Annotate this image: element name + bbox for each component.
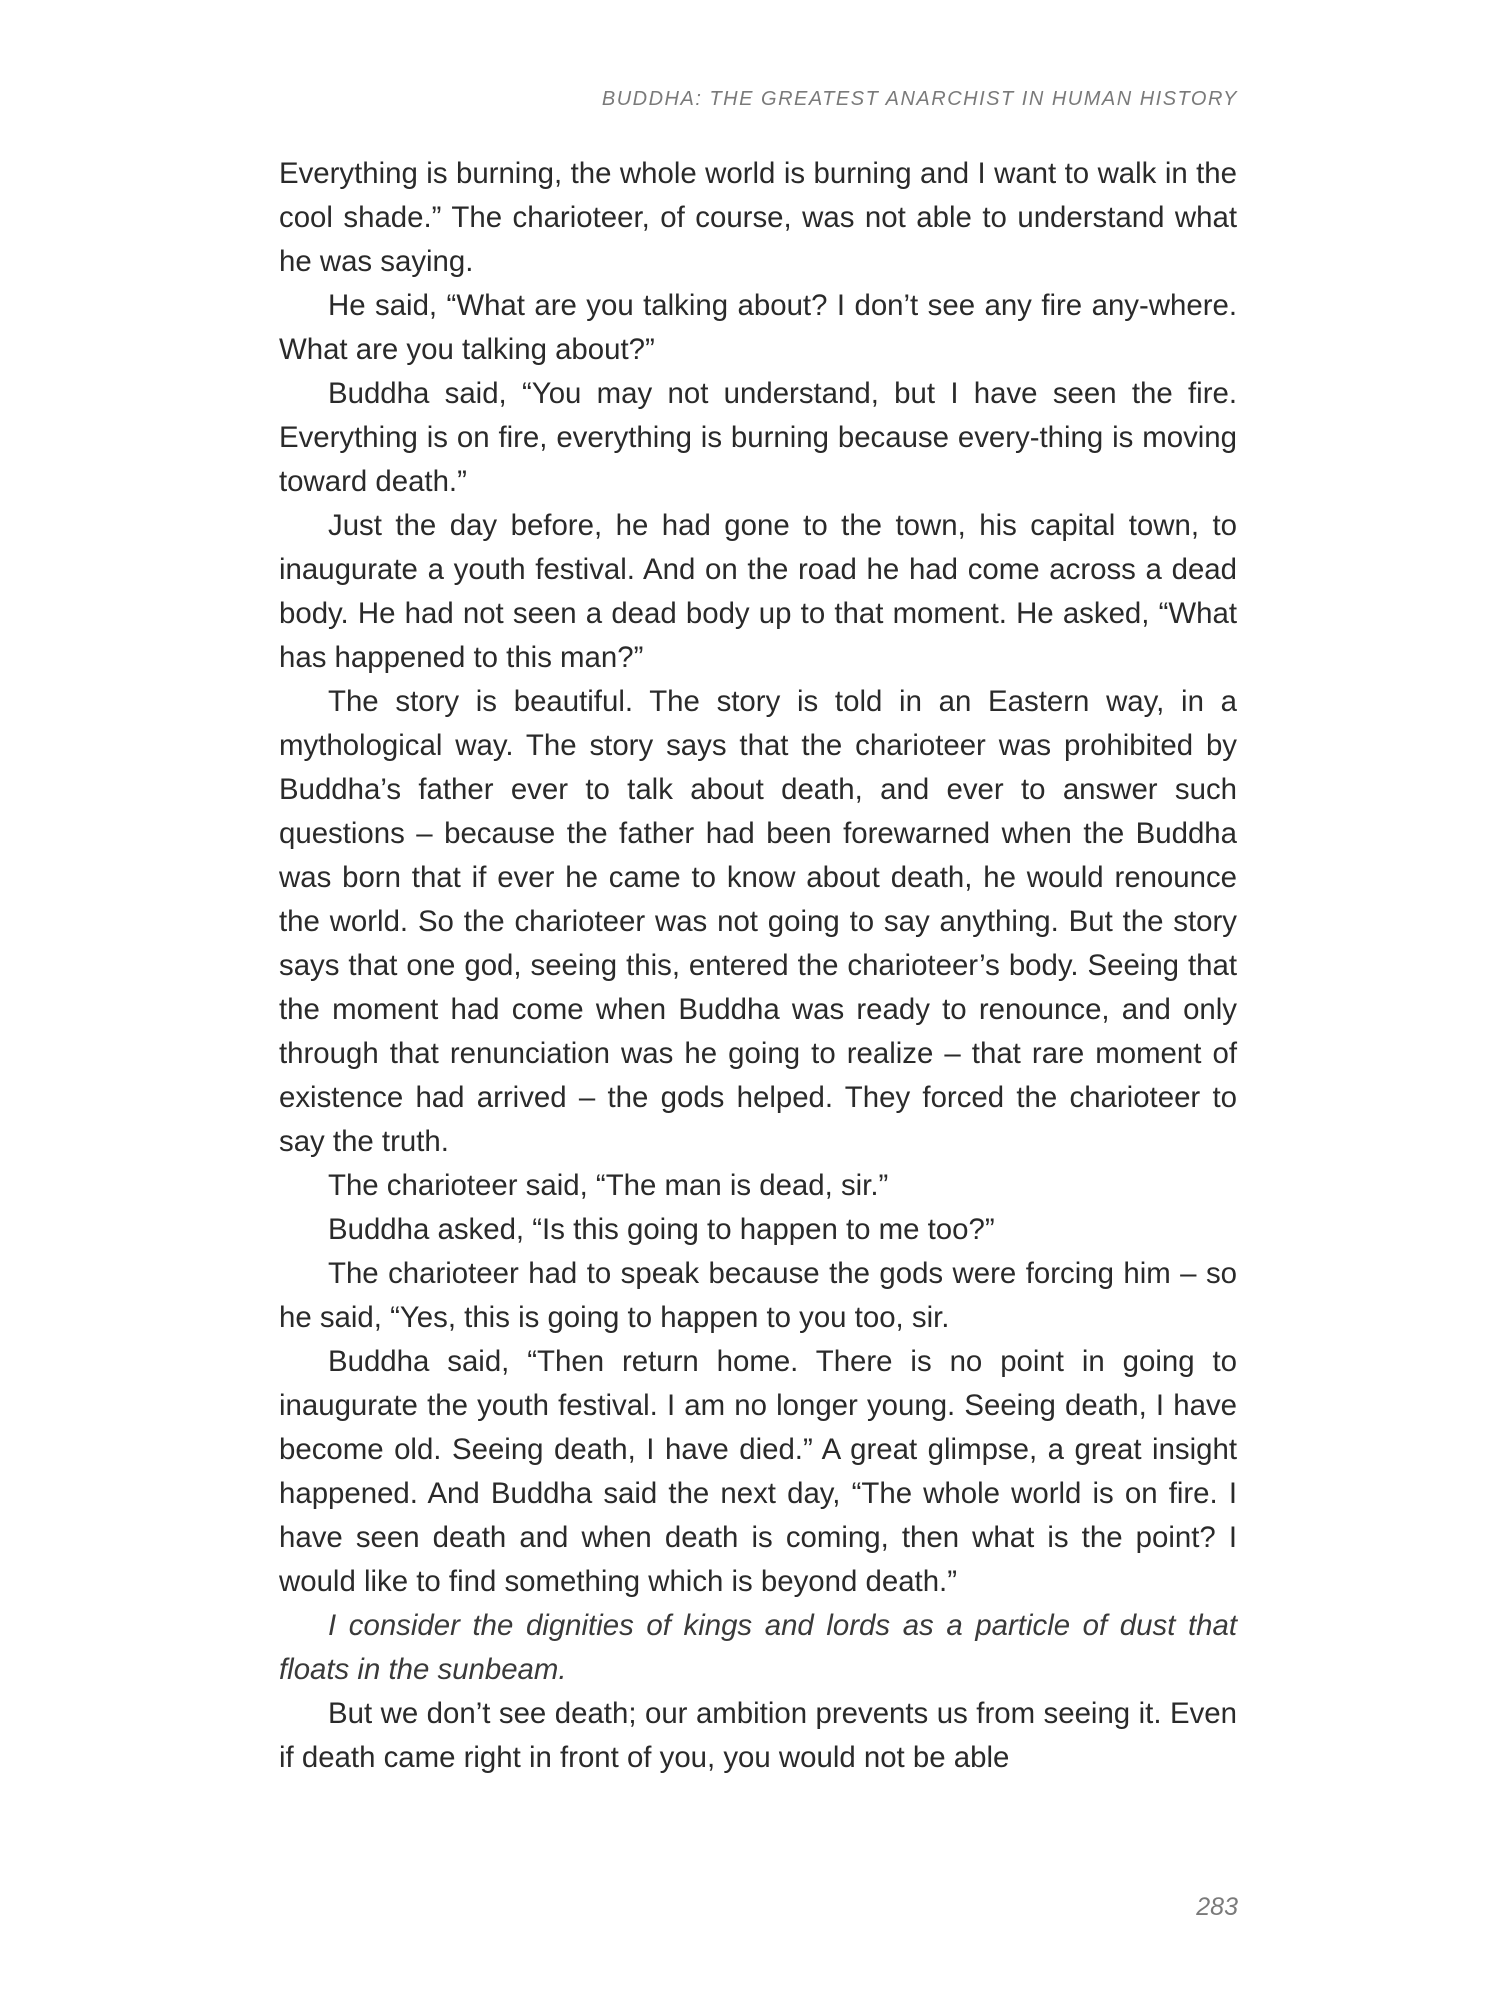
page-number: 283 <box>1196 1893 1238 1921</box>
paragraph-6: The charioteer said, “The man is dead, sir.” <box>328 1169 889 1202</box>
running-head: BUDDHA: THE GREATEST ANARCHIST IN HUMAN HISTORY <box>601 88 1238 110</box>
paragraph-4: Just the day before, he had gone to the town, his capital town, to inaugurate a youth festival. And on the road he had come across a dead body. He had not seen a dead body up to that moment. He asked, “What has happened to this man?” <box>279 509 1237 674</box>
paragraph-1: Everything is burning, the whole world is burning and I want to walk in the cool shade.” The charioteer, of course, was not able to understand what he was saying. <box>279 157 1237 278</box>
paragraph-5: The story is beautiful. The story is told in an Eastern way, in a mythological way. The story says that the charioteer was prohibited by Buddha’s father ever to talk about death, and ever to answer such questions – because the father had been forewarned when the Buddha was born that if ever he came to know about death, he would renounce the world. So the charioteer was not going to say anything. But the story says that one god, seeing this, entered the charioteer’s body. Seeing that the moment had come when Buddha was ready to renounce, and only through that renunciation was he going to realize – that rare moment of existence had arrived – the gods helped. They forced the charioteer to say the truth. <box>279 685 1237 1158</box>
paragraph-11: But we don’t see death; our ambition prevents us from seeing it. Even if death came right in front of you, you would not be able <box>279 1697 1237 1774</box>
paragraph-7: Buddha asked, “Is this going to happen to me too?” <box>328 1213 995 1246</box>
paragraph-9: Buddha said, “Then return home. There is no point in going to inaugurate the youth festival. I am no longer young. Seeing death, I have become old. Seeing death, I have died.” A great glimpse, a great insight happened. And Buddha said the next day, “The whole world is on fire. I have seen death and when death is coming, then what is the point? I would like to find something which is beyond death.” <box>279 1345 1237 1598</box>
italic-quote: I consider the dignities of kings and lords as a particle of dust that floats in the sunbeam. <box>279 1609 1237 1686</box>
paragraph-8: The charioteer had to speak because the gods were forcing him – so he said, “Yes, this is going to happen to you too, sir. <box>279 1257 1237 1334</box>
body-text <box>279 152 1237 1780</box>
paragraph-2: He said, “What are you talking about? I don’t see any fire any-where. What are you talking about?” <box>279 289 1237 366</box>
paragraph-3: Buddha said, “You may not understand, but I have seen the fire. Everything is on fire, everything is burning because every-thing is moving toward death.” <box>279 377 1237 498</box>
